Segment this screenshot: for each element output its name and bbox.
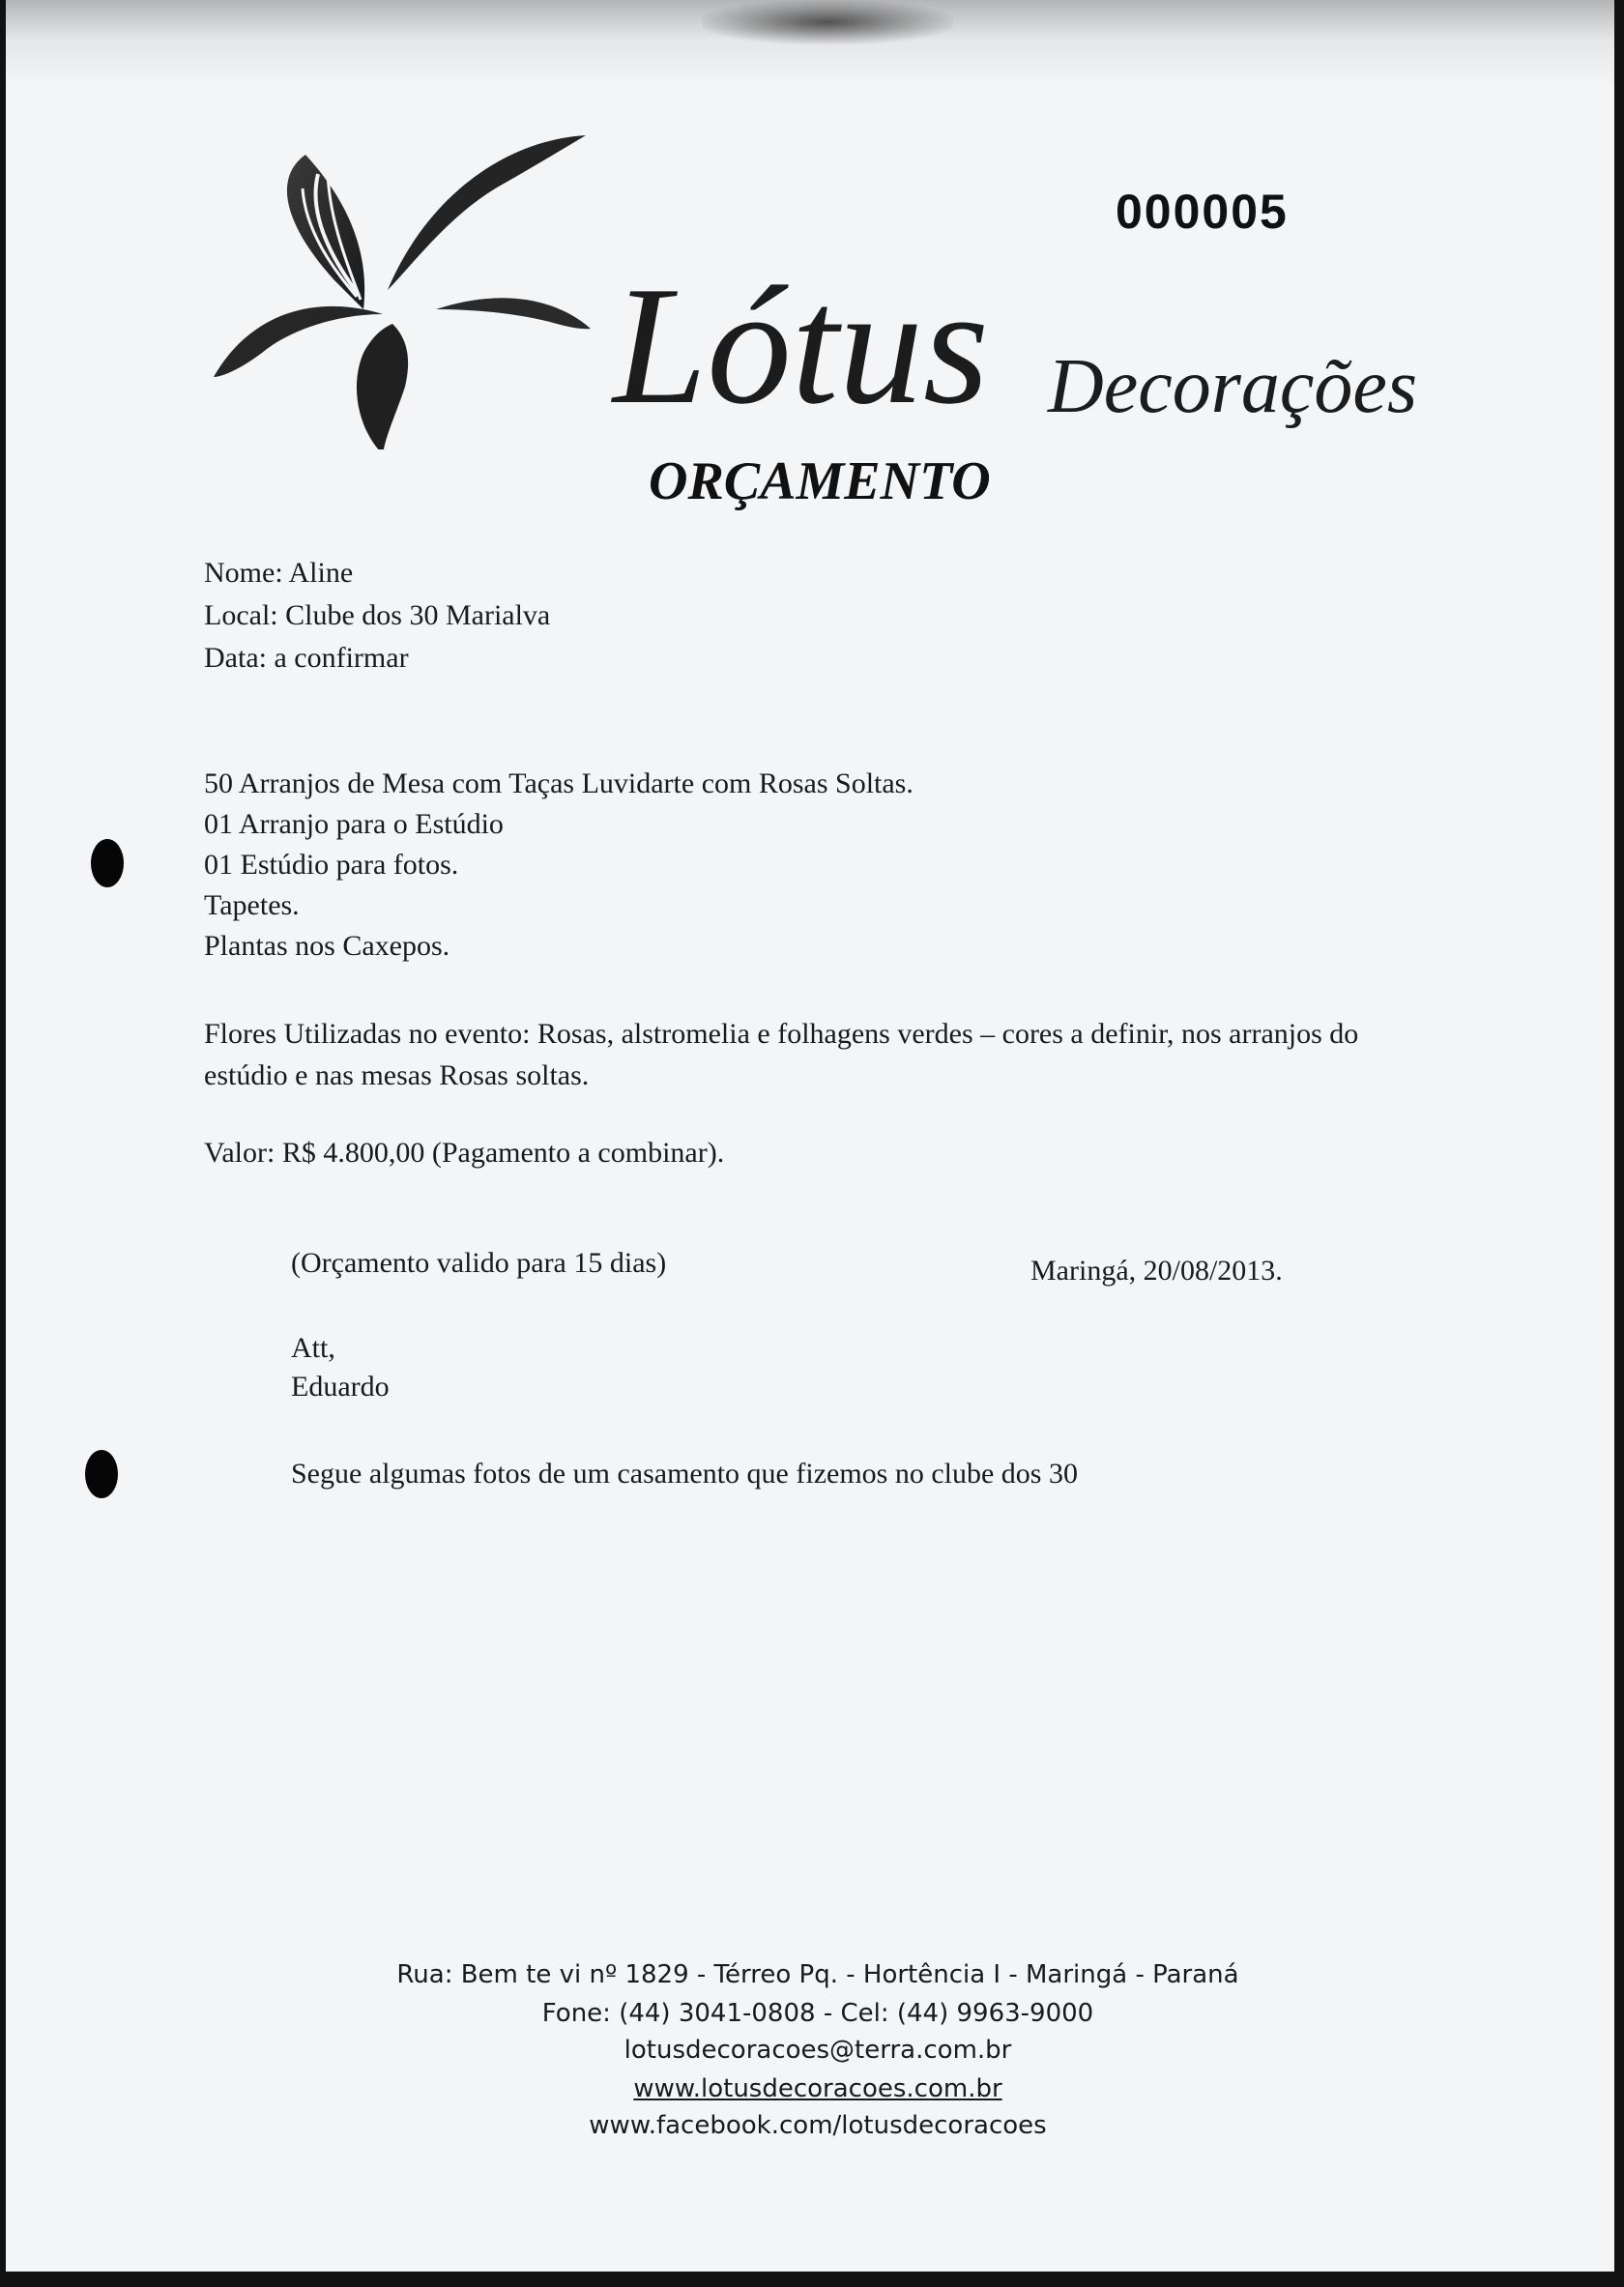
list-item: Plantas nos Caxepos. [204,930,450,962]
lotus-flower-logo-icon [214,121,600,449]
footer-email: lotusdecoracoes@terra.com.br [624,2036,1012,2065]
flowers-description-cont: estúdio e nas mesas Rosas soltas. [204,1059,590,1091]
flowers-description: Flores Utilizadas no evento: Rosas, alstromelia e folhagens verdes – cores a definir, nos arranjos do [204,1018,1359,1050]
document-page [6,0,1614,2272]
brand-subtitle: Decorações [1048,344,1418,429]
footer-phone: Fone: (44) 3041-0808 - Cel: (44) 9963-9000 [541,1999,1094,2028]
client-name: Nome: Aline [204,557,354,589]
photos-note: Segue algumas fotos de um casamento que fizemos no clube dos 30 [291,1458,1078,1490]
list-item: Tapetes. [204,889,300,921]
footer-address: Rua: Bem te vi nº 1829 - Térreo Pq. - Hortência I - Maringá - Paraná [396,1960,1239,1989]
place-date: Maringá, 20/08/2013. [1030,1255,1283,1287]
price-value: Valor: R$ 4.800,00 (Pagamento a combinar). [204,1137,725,1169]
client-date: Data: a confirmar [204,642,409,674]
document-number: 000005 [1116,185,1289,239]
punch-hole [85,1450,118,1498]
footer-website-link[interactable]: www.lotusdecoracoes.com.br [633,2074,1002,2103]
validity-note: (Orçamento valido para 15 dias) [291,1247,667,1279]
list-item: 01 Arranjo para o Estúdio [204,808,504,840]
brand-name: Lótus [613,251,990,439]
list-item: 01 Estúdio para fotos. [204,849,459,881]
punch-hole [91,839,124,887]
scan-smudge [702,0,953,44]
document-title: ORÇAMENTO [649,451,991,511]
signature-name: Eduardo [291,1371,390,1403]
list-item: 50 Arranjos de Mesa com Taças Luvidarte com Rosas Soltas. [204,767,914,799]
signature-greeting: Att, [291,1332,335,1364]
footer-facebook-link[interactable]: www.facebook.com/lotusdecoracoes [589,2111,1047,2140]
client-location: Local: Clube dos 30 Marialva [204,599,551,631]
